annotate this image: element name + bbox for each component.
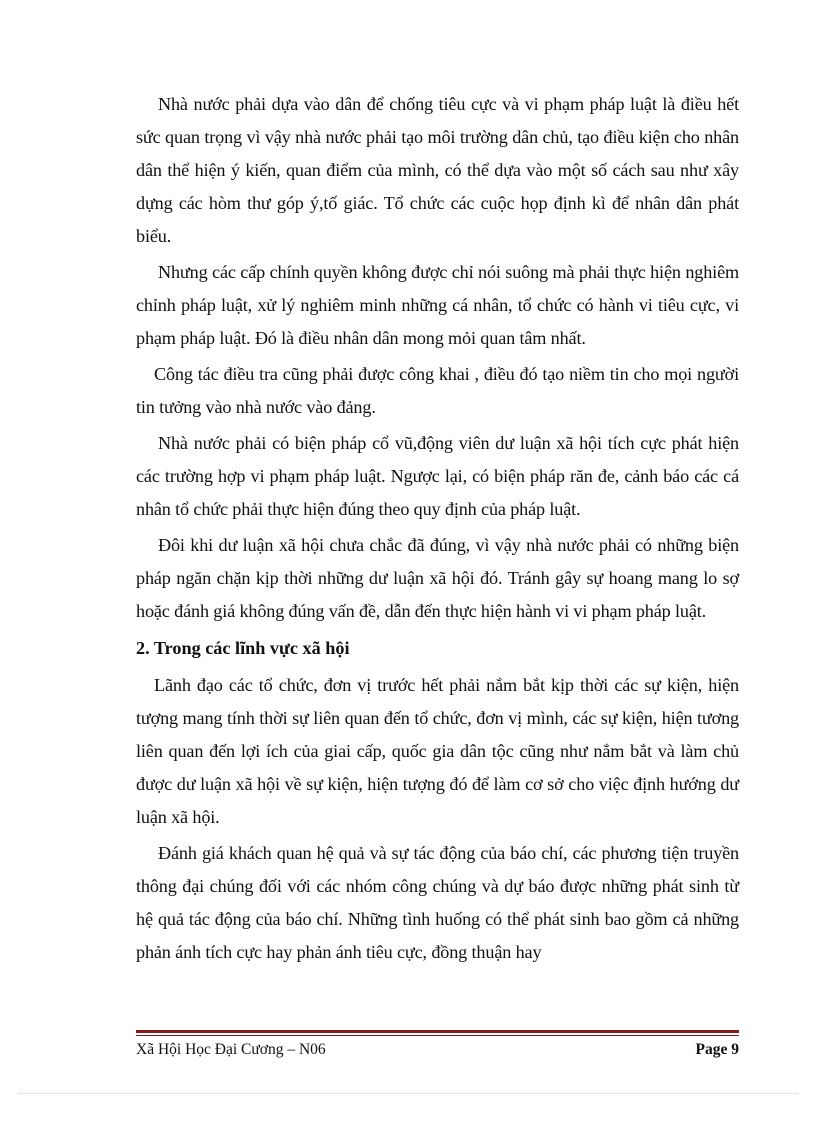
paragraph: Đánh giá khách quan hệ quả và sự tác động của báo chí, các phương tiện truyền thông đại chúng đối với các nhóm công chúng và dự báo được những phát sinh từ hệ quả tác động của báo chí. Những tình huống có thể phát sinh bao gồm cả những phản ánh tích cực hay phản ánh tiêu cực, đồng thuận hay — [136, 843, 739, 962]
page-body — [136, 88, 739, 972]
footer-rule-thin — [136, 1035, 739, 1036]
paragraph: Đôi khi dư luận xã hội chưa chắc đã đúng, vì vậy nhà nước phải có những biện pháp ngăn chặn kịp thời những dư luận xã hội đó. Tránh gây sự hoang mang lo sợ hoặc đánh giá không đúng vấn đề, dẫn đến thực hiện hành vi vi phạm pháp luật. — [136, 535, 739, 621]
page-number: Page 9 — [695, 1041, 739, 1058]
footer-rule-thick — [136, 1030, 739, 1033]
paragraph: Công tác điều tra cũng phải được công khai , điều đó tạo niềm tin cho mọi người tin tưởng vào nhà nước vào đảng. — [136, 364, 739, 417]
paragraph: Nhưng các cấp chính quyền không được chỉ nói suông mà phải thực hiện nghiêm chỉnh pháp luật, xử lý nghiêm minh những cá nhân, tổ chức có hành vi tiêu cực, vi phạm pháp luật. Đó là điều nhân dân mong mỏi quan tâm nhất. — [136, 262, 739, 348]
paragraph: Nhà nước phải có biện pháp cổ vũ,động viên dư luận xã hội tích cực phát hiện các trường hợp vi phạm pháp luật. Ngược lại, có biện pháp răn đe, cảnh báo các cá nhân tổ chức phải thực hiện đúng theo quy định của pháp luật. — [136, 433, 739, 519]
paragraph: Lãnh đạo các tổ chức, đơn vị trước hết phải nắm bắt kịp thời các sự kiện, hiện tượng mang tính thời sự liên quan đến tổ chức, đơn vị mình, các sự kiện, hiện tương liên quan đến lợi ích của giai cấp, quốc gia dân tộc cũng như nắm bắt và làm chủ được dư luận xã hội về sự kiện, hiện tượng đó để làm cơ sở cho việc định hướng dư luận xã hội. — [136, 675, 739, 827]
paragraph: Nhà nước phải dựa vào dân để chống tiêu cực và vi phạm pháp luật là điều hết sức quan trọng vì vậy nhà nước phải tạo môi trường dân chủ, tạo điều kiện cho nhân dân thể hiện ý kiến, quan điểm của mình, có thể dựa vào một số cách sau như xây dựng các hòm thư góp ý,tố giác. Tổ chức các cuộc họp định kì để nhân dân phát biểu. — [136, 94, 739, 246]
footer-title: Xã Hội Học Đại Cương – N06 — [136, 1041, 326, 1058]
page-boundary — [18, 1093, 798, 1094]
section-heading: 2. Trong các lĩnh vực xã hội — [136, 638, 350, 658]
